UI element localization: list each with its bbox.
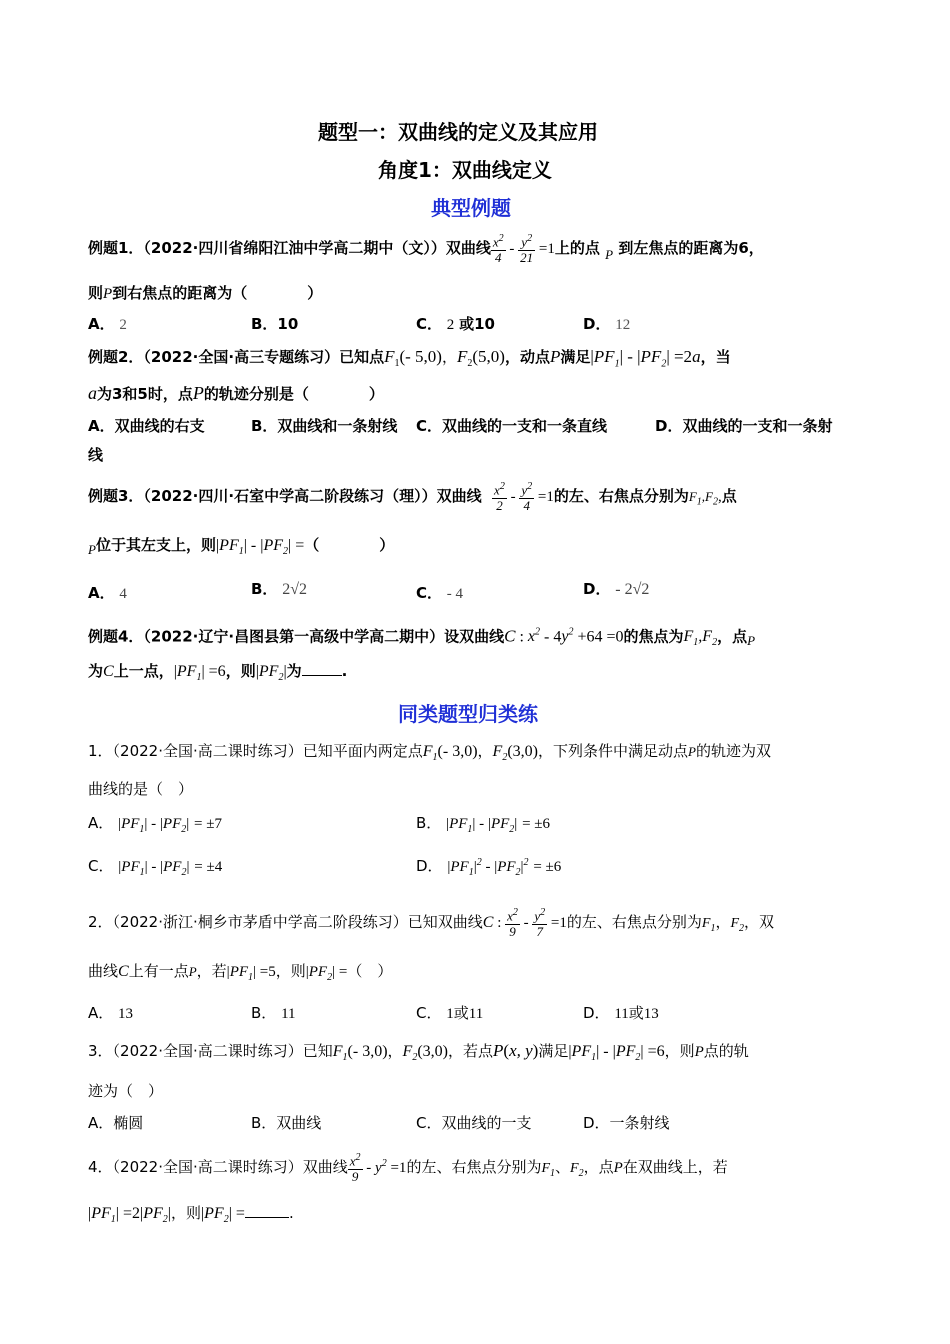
answer-blank[interactable]: [302, 675, 342, 676]
practice-2-label: 2．（2022·浙江·桐乡市茅盾中学高二阶段练习）已知双曲线: [88, 913, 483, 931]
page-subtitle: 角度1：双曲线定义: [378, 158, 552, 182]
p2-option-a[interactable]: A． 13: [88, 1004, 134, 1022]
p3-option-a[interactable]: A．椭圆: [88, 1114, 144, 1132]
ex3-option-c[interactable]: C． - 4: [416, 584, 464, 602]
example-1-line2: 则P到右焦点的距离为（ ）: [88, 284, 323, 302]
ex1-option-a[interactable]: A． 2: [88, 315, 127, 333]
page-title: 题型一：双曲线的定义及其应用: [318, 120, 598, 144]
ex3-option-a[interactable]: A． 4: [88, 584, 127, 602]
fraction: $\frac{x^2}{9}$: [349, 1152, 361, 1184]
practice-2: 2．（2022·浙江·桐乡市茅盾中学高二阶段练习）已知双曲线C : $\frac{x^2}{9}$ - $\frac{y^2}{7}$ =1的左、右焦点分别为$F_1$，$F_2$，双: [88, 907, 775, 939]
example-2: 例题2．（2022·全国·高三专题练习）已知点$F_1(-$ 5,0)，$F_2(5,0)$，动点P满足$|PF_1| - |PF_2| =2a$，当: [88, 347, 731, 370]
fraction: $\frac{x^2}{4}$: [492, 233, 504, 265]
p2-option-c[interactable]: C． 1或11: [416, 1004, 484, 1022]
ex2-option-d-cont: 线: [88, 446, 104, 464]
p1-option-b[interactable]: B． $|PF_1| - |PF_2| = \pm 6$: [416, 814, 551, 835]
practice-3-label: 3．（2022·全国·高二课时练习）已知: [88, 1042, 333, 1060]
p1-option-c[interactable]: C． $|PF_1| - |PF_2| = \pm 4$: [88, 857, 223, 878]
practice-3-line2: 迹为（ ）: [88, 1082, 164, 1100]
practice-1-label: 1．（2022·全国·高二课时练习）已知平面内两定点: [88, 742, 423, 760]
example-3-label: 例题3．（2022·四川·石室中学高二阶段练习（理））双曲线: [88, 487, 482, 505]
section-heading-typical: 典型例题: [431, 196, 511, 220]
practice-3: 3．（2022·全国·高二课时练习）已知$F_1(-$ 3,0)，$F_2(3,0)$，若点P(x, y)满足$|PF_1| - |PF_2| =6$，则P点的轨: [88, 1041, 749, 1064]
example-2-line2: a为3和5时，点P的轨迹分别是（ ）: [88, 383, 384, 403]
ex1-option-b[interactable]: B．10: [251, 315, 299, 333]
section-heading-practice: 同类题型归类练: [398, 702, 538, 726]
fraction: $\frac{y^2}{21}$: [520, 233, 534, 265]
p2-option-d[interactable]: D． 11或13: [583, 1004, 659, 1022]
example-3: 例题3．（2022·四川·石室中学高二阶段练习（理））双曲线 $\frac{x^2}{2}$ - $\frac{y^2}{4}$ =1的左、右焦点分别为$F_1,F_2$,点: [88, 481, 737, 513]
fraction: $\frac{x^2}{9}$: [507, 907, 518, 939]
example-4-label: 例题4．（2022·辽宁·昌图县第一高级中学高二期中）设双曲线: [88, 627, 505, 646]
fraction: $\frac{y^2}{7}$: [534, 907, 546, 939]
example-4-line2: 为C上一点，$|PF_1| =6$，则$|PF_2|$为 .: [88, 662, 348, 684]
practice-4: 4．（2022·全国·高二课时练习）双曲线 $\frac{x^2}{9}$ - $y^2 =1$的左、右焦点分别为$F_1$、$F_2$，点P在双曲线上，若: [88, 1152, 728, 1184]
ex3-option-b[interactable]: B． 2√2: [251, 580, 307, 598]
example-3-line2: P位于其左支上，则$|PF_1| - |PF_2|$ =（ ）: [88, 536, 395, 558]
example-1-label: 例题1．（2022·四川省绵阳江油中学高二期中（文））双曲线: [88, 239, 491, 257]
example-2-label: 例题2．（2022·全国·高三专题练习）已知点: [88, 348, 385, 366]
answer-blank[interactable]: [245, 1217, 289, 1218]
ex2-option-b[interactable]: B．双曲线和一条射线: [251, 417, 398, 435]
p2-option-b[interactable]: B． 11: [251, 1004, 296, 1022]
ex1-option-c[interactable]: C． 2 或10: [416, 315, 495, 333]
practice-1-line2: 曲线的是（ ）: [88, 780, 194, 798]
p3-option-d[interactable]: D．一条射线: [583, 1114, 670, 1132]
practice-1: 1．（2022·全国·高二课时练习）已知平面内两定点$F_1(-$ 3,0)，$F_2(3,0)$，下列条件中满足动点P的轨迹为双: [88, 742, 771, 764]
p3-option-c[interactable]: C．双曲线的一支: [416, 1114, 532, 1132]
practice-4-line2: $|PF_1| =2|PF_2|$，则$|PF_2|$ = .: [88, 1204, 294, 1226]
ex3-option-d[interactable]: D． - 2√2: [583, 580, 650, 598]
ex2-option-d[interactable]: D．双曲线的一支和一条射: [655, 417, 833, 435]
fraction: $\frac{x^2}{2}$: [494, 481, 505, 513]
p1-option-a[interactable]: A． $|PF_1| - |PF_2| = \pm 7$: [88, 814, 222, 835]
practice-4-label: 4．（2022·全国·高二课时练习）双曲线: [88, 1158, 348, 1176]
fraction: $\frac{y^2}{4}$: [521, 481, 533, 513]
ex1-option-d[interactable]: D． 12: [583, 315, 631, 333]
ex2-option-a[interactable]: A．双曲线的右支: [88, 417, 205, 435]
example-1: 例题1．（2022·四川省绵阳江油中学高二期中（文））双曲线 $\frac{x^2}{4}$ - $\frac{y^2}{21}$ =1上的点 P 到左焦点的距离为6，: [88, 233, 764, 265]
example-4: 例题4．（2022·辽宁·昌图县第一高级中学高二期中）设双曲线C : $x^2 - 4y^2 +64 =0$的焦点为$F_1,F_2$，点P: [88, 626, 756, 649]
p1-option-d[interactable]: D． $|PF_1|^2 - |PF_2|^2 = \pm 6$: [416, 857, 562, 878]
p3-option-b[interactable]: B．双曲线: [251, 1114, 322, 1132]
practice-2-line2: 曲线C上有一点P，若$|PF_1| =5$，则$|PF_2|$ =（ ）: [88, 962, 393, 983]
ex2-option-c[interactable]: C．双曲线的一支和一条直线: [416, 417, 608, 435]
